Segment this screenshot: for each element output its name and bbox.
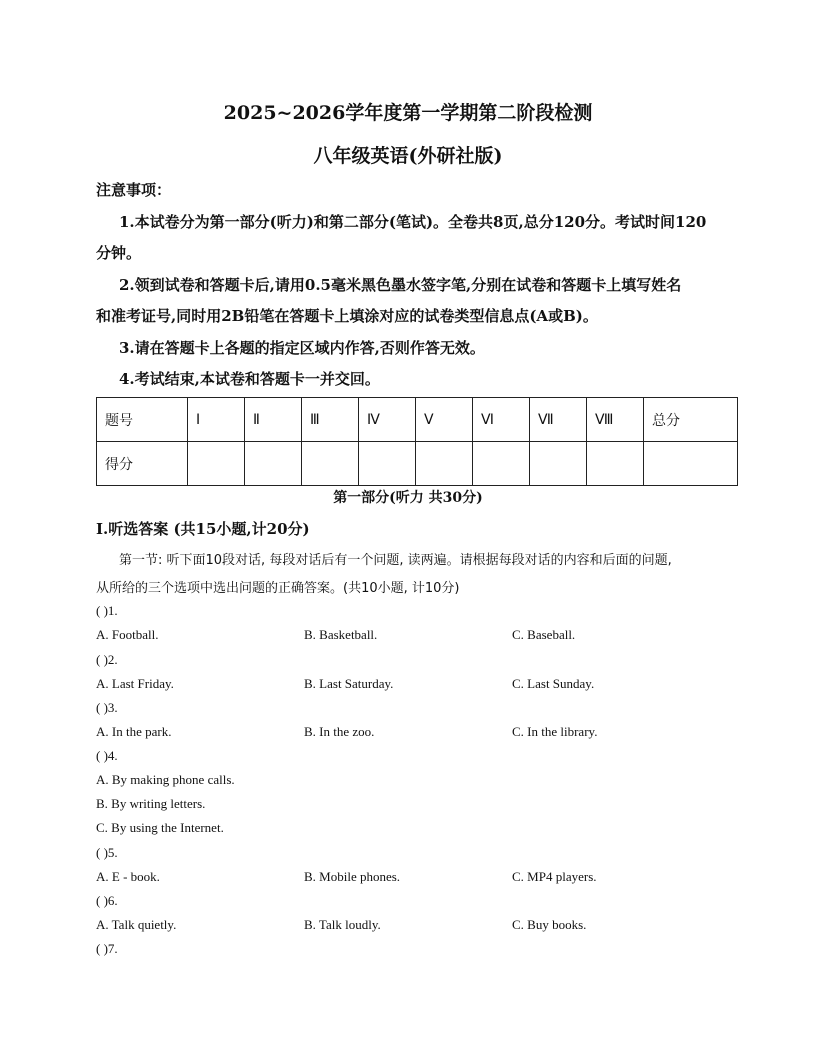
option-c: C. By using the Internet.: [96, 820, 224, 835]
question-number: ( )7.: [96, 941, 118, 956]
exam-subtitle: 八年级英语(外研社版): [313, 145, 503, 167]
question-number: ( )6.: [96, 893, 118, 908]
score-table: [96, 397, 738, 486]
score-cell: [245, 442, 302, 486]
exam-title: 2025~2026学年度第一学期第二阶段检测: [223, 102, 593, 124]
score-cell: [359, 442, 416, 486]
option-b: B. Last Saturday.: [304, 676, 394, 691]
question-number: ( )2.: [96, 652, 118, 667]
score-cell: [302, 442, 359, 486]
option-a: A. By making phone calls.: [96, 772, 235, 787]
option-a: A. E - book.: [96, 869, 160, 884]
instruction-line-2: 从所给的三个选项中选出问题的正确答案。(共10小题, 计10分): [96, 581, 460, 596]
question-number: ( )4.: [96, 748, 118, 763]
option-a: A. Last Friday.: [96, 676, 174, 691]
option-a: A. In the park.: [96, 724, 172, 739]
score-table-header-cell: Ⅵ: [473, 398, 530, 442]
score-cell: [188, 442, 245, 486]
notice-heading: 注意事项：: [96, 181, 172, 199]
option-c: C. In the library.: [512, 724, 598, 739]
option-b: B. In the zoo.: [304, 724, 375, 739]
score-table-header-cell: Ⅳ: [359, 398, 416, 442]
option-b: B. Talk loudly.: [304, 917, 381, 932]
notice-item-1-line-2: 分钟。: [96, 244, 142, 262]
question-number: ( )5.: [96, 845, 118, 860]
score-table-header-cell: Ⅷ: [587, 398, 644, 442]
score-cell: [416, 442, 473, 486]
option-a: A. Talk quietly.: [96, 917, 177, 932]
score-table-header-cell: 题号: [97, 398, 188, 442]
option-c: C. Last Sunday.: [512, 676, 595, 691]
score-row-label: 得分: [97, 442, 188, 486]
score-table-score-row: [97, 442, 738, 486]
score-cell: [587, 442, 644, 486]
score-cell-total: [644, 442, 738, 486]
score-table-header-cell: Ⅰ: [188, 398, 245, 442]
notice-item-2-line-2: 和准考证号,同时用2B铅笔在答题卡上填涂对应的试卷类型信息点(A或B)。: [96, 307, 598, 325]
score-table-header-cell: Ⅲ: [302, 398, 359, 442]
question-number: ( )1.: [96, 603, 118, 618]
option-c: C. Buy books.: [512, 917, 587, 932]
score-table-header-cell: Ⅱ: [245, 398, 302, 442]
notice-item-2-line-1: 2.领到试卷和答题卡后,请用0.5毫米黑色墨水签字笔,分别在试卷和答题卡上填写姓名: [119, 276, 682, 294]
option-a: A. Football.: [96, 627, 159, 642]
section-title: 第一部分(听力 共30分): [333, 490, 483, 506]
score-cell: [530, 442, 587, 486]
score-table-header-cell: 总分: [644, 398, 738, 442]
part-heading: Ⅰ.听选答案 (共15小题,计20分): [96, 520, 310, 538]
notice-item-4: 4.考试结束,本试卷和答题卡一并交回。: [119, 370, 380, 388]
score-table-header-cell: Ⅶ: [530, 398, 587, 442]
option-c: C. MP4 players.: [512, 869, 597, 884]
score-table-header-row: [97, 398, 738, 442]
notice-item-3: 3.请在答题卡上各题的指定区域内作答,否则作答无效。: [119, 339, 485, 357]
notice-item-1-line-1: 1.本试卷分为第一部分(听力)和第二部分(笔试)。全卷共8页,总分120分。考试时间120: [119, 213, 707, 231]
option-b: B. By writing letters.: [96, 796, 206, 811]
instruction-line-1: 第一节: 听下面10段对话, 每段对话后有一个问题, 读两遍。请根据每段对话的内容和后面的问题,: [119, 553, 672, 568]
option-b: B. Basketball.: [304, 627, 378, 642]
option-c: C. Baseball.: [512, 627, 576, 642]
question-number: ( )3.: [96, 700, 118, 715]
option-b: B. Mobile phones.: [304, 869, 401, 884]
score-cell: [473, 442, 530, 486]
score-table-header-cell: Ⅴ: [416, 398, 473, 442]
